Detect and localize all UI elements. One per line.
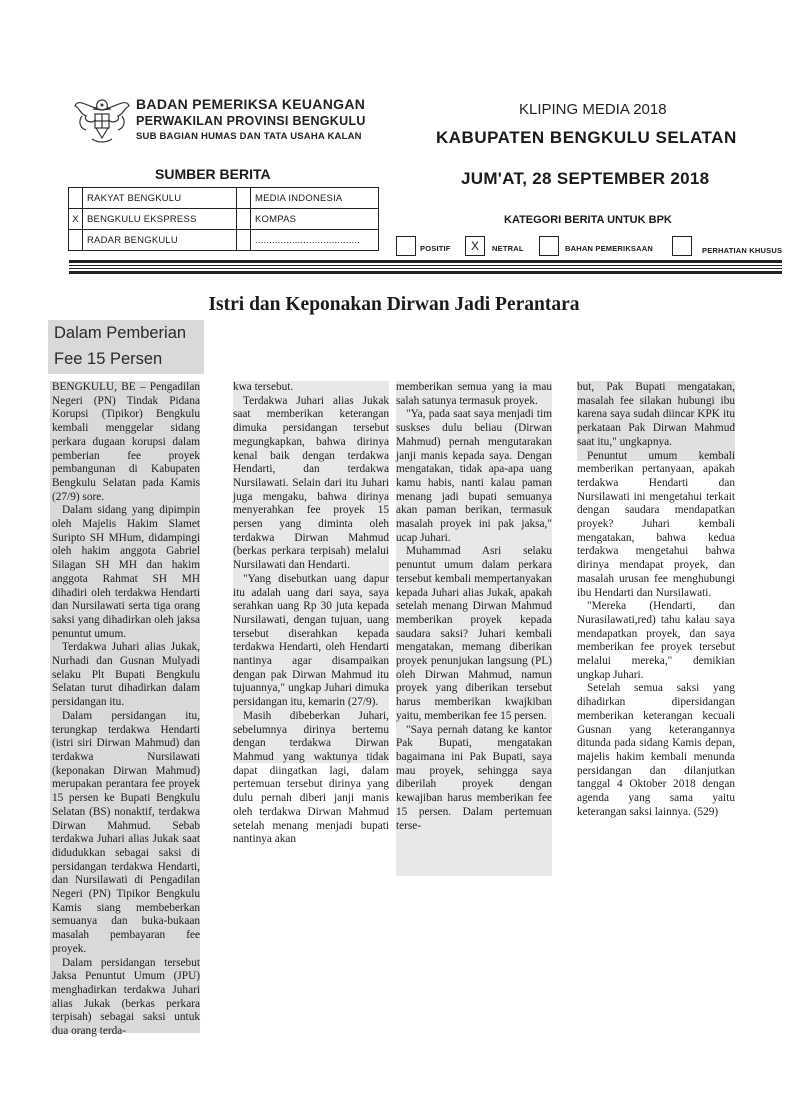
org-division: SUB BAGIAN HUMAS DAN TATA USAHA KALAN (136, 131, 362, 142)
source-mark: X (69, 209, 83, 230)
paragraph: Dalam persidangan itu, terungkap terdakwa Hendarti (istri siri Dirwan Mahmud) dan terdakwa Nursilawati (keponakan Dirwan Mahmud) merupakan perantara fee proyek 15 persen ke Bupati Bengkulu Selatan (BS) nonaktif, terdakwa Dirwan Mahmud. Sebab terdakwa Juhari alias Jukak saat didudukkan sebagai saksi di persidangan terdakwa Hendarti, dan Nursilawati di Pengadilan Negeri (PN) Tipikor Bengkulu Kamis siang membeberkan semuanya dan buka-bukaan masalah pembayaran fee proyek. (52, 709, 200, 955)
paragraph: "Mereka (Hendarti, dan Nurasilawati,red) tahu kalau saya mendapatkan proyek, dan saya memberikan fee proyek tersebut melalui mereka," demikian ungkap Juhari. (577, 600, 735, 681)
paragraph: memberikan semua yang ia mau salah satunya termasuk proyek. (396, 381, 552, 407)
article-subhead (48, 320, 204, 374)
subhead-line: Dalam Pemberian (54, 324, 187, 342)
kategori-label-positif: POSITIF (420, 244, 451, 253)
source-name: MEDIA INDONESIA (251, 188, 379, 209)
article-column-1 (50, 381, 200, 1038)
divider-rule (69, 260, 782, 263)
source-name: RAKYAT BENGKULU (83, 188, 237, 209)
source-row (69, 230, 379, 251)
subhead-line: Fee 15 Persen (54, 350, 163, 368)
kategori-checkbox-bahan (539, 236, 559, 256)
source-name: RADAR BENGKULU (83, 230, 237, 251)
paragraph: but, Pak Bupati mengatakan, masalah fee silakan hubungi ibu karena saya sudah diincar KPK itu perkataan Pak Dirwan Mahmud saat itu," ungkapnya. (577, 381, 735, 448)
paragraph: Terdakwa Juhari alias Jukak saat memberikan keterangan dimuka persidangan tersebut megungkapkan, bahwa dirinya kenal baik dengan terdakwa Hendarti, dan terdakwa Nursilawati. Selain dari itu Juhari juga mengaku, bahwa dirinya menyerahkan fee proyek 15 persen yang diminta oleh terdakwa Dirwan Mahmud (berkas perkara terpisah) melalui Nursilawati dan Hendarti. (233, 394, 389, 572)
publication-date: JUM'AT, 28 SEPTEMBER 2018 (461, 169, 710, 188)
paragraph: Masih dibeberkan Juhari, sebelumnya dirinya bertemu dengan terdakwa Dirwan Mahmud yang waktunya tidak dapat diingatkan lagi, dalam pertemuan tersebut dirinya yang dulu pernah diberi janji manis oleh terdakwa Dirwan Mahmud setelah menang menjadi bupati nantinya akan (233, 709, 389, 846)
organization-block (136, 96, 366, 142)
paragraph: "Saya pernah datang ke kantor Pak Bupati, mengatakan bagaimana ini Pak Bupati, saya mau proyek, sehingga saya diberilah proyek dengan kewajiban harus memberikan fee 15 persen. Dalam pertemuan terse- (396, 723, 552, 832)
source-name: KOMPAS (251, 209, 379, 230)
source-name: BENGKULU EKSPRESS (83, 209, 237, 230)
source-spacer (237, 188, 251, 209)
paragraph: Dalam sidang yang dipimpin oleh Majelis Hakim Slamet Suripto SH MHum, didampingi oleh hakim anggota Gabriel Silagan SH MH dan hakim anggota Rahmat SH MH dihadiri oleh terdakwa Hendarti dan Nursilawati serta tiga orang saksi yang dihadirkan oleh jaksa penuntut umum. (52, 504, 200, 640)
paragraph: "Yang disebutkan uang dapur itu adalah uang dari saya, saya serahkan uang Rp 30 juta kepada Nursilawati, dengan tujuan, uang tersebut diserahkan kepada terdakwa Hendarti, oleh Hendarti nantinya agar disampaikan dengan pak Dirwan Mahmud itu tujuannya," ungkap Juhari dimuka persidangan itu, kemarin (27/9). (233, 572, 389, 709)
source-mark (69, 230, 83, 251)
divider-rule (69, 268, 782, 269)
paragraph: Penuntut umum kembali memberikan pertanyaan, apakah terdakwa Hendarti dan Nursilawati ini mengetahui terkait dengan saudara mendapatkan proyek? Juhari kembali mengatakan, bahwa kedua terdakwa mengetahui bahwa dirinya mendapat proyek, dan masalah urusan fee menghubungi ibu Hendarti dan Nursilawati. (577, 449, 735, 599)
source-row (69, 209, 379, 230)
kategori-checkbox-perhatian (672, 236, 692, 256)
garuda-emblem-icon (72, 92, 132, 150)
source-spacer (237, 230, 251, 251)
source-row (69, 188, 379, 209)
paragraph: Dalam persidangan tersebut Jaksa Penuntut Umum (JPU) menghadirkan terdakwa Juhari alias Jukak (berkas perkara terpisah) sebagai saksi untuk dua orang terda- (52, 956, 200, 1038)
kliping-title: KLIPING MEDIA 2018 (519, 101, 667, 118)
kategori-label-bahan: BAHAN PEMERIKSAAN (565, 244, 653, 253)
article-column-4 (577, 381, 735, 820)
article-column-3 (396, 381, 552, 833)
divider-rule (69, 271, 782, 274)
sumber-berita-title: SUMBER BERITA (155, 166, 271, 182)
paragraph: kwa tersebut. (233, 381, 294, 393)
paragraph: Terdakwa Juhari alias Jukak, Nurhadi dan Gusnan Mulyadi selaku Plt Bupati Bengkulu Selatan turut dihadirkan dalam persidangan itu. (52, 641, 200, 709)
source-name: ..................................... (251, 230, 379, 251)
paragraph: BENGKULU, BE – Pengadilan Negeri (PN) Tindak Pidana Korupsi (Tipikor) Bengkulu kembali menggelar sidang perkara dugaan korupsi dalam pemberian fee proyek pembangunan di Kabupaten Bengkulu Selatan pada Kamis (27/9) sore. (52, 381, 200, 503)
paragraph: Setelah semua saksi yang dihadirkan dipersidangan memberikan keterangan kecuali Gusnan yang keterangannya ditunda pada sidang Kamis depan, majelis hakim kembali menunda persidangan dan dilanjutkan tanggal 4 Oktober 2018 dengan agenda yang sama yaitu keterangan saksi lainnya. (529) (577, 682, 735, 818)
article-column-2 (233, 381, 389, 847)
kategori-label-netral: NETRAL (492, 244, 524, 253)
article-headline: Istri dan Keponakan Dirwan Jadi Perantara (208, 294, 580, 315)
source-spacer (237, 209, 251, 230)
kategori-checkbox-positif (396, 236, 416, 256)
org-name: BADAN PEMERIKSA KEUANGAN (136, 96, 366, 112)
kategori-title: KATEGORI BERITA UNTUK BPK (504, 214, 672, 226)
source-mark (69, 188, 83, 209)
org-branch: PERWAKILAN PROVINSI BENGKULU (136, 114, 366, 128)
paragraph: "Ya, pada saat saya menjadi tim suskses dulu beliau (Dirwan Mahmud) pernah mengutarakan janji manis kepada saya. Dengan mengatakan, tidak apa-apa uang kamu habis, nanti kalau paman menang jadi bupati semuanya akan paman berikan, termasuk masalah proyek ini pak jaksa," ucap Juhari. (396, 408, 552, 544)
paragraph: Muhammad Asri selaku penuntut umum dalam perkara tersebut kembali mempertanyakan kepada Juhari alias Jukak, apakah setelah menang Dirwan Mahmud memberikan proyek kepada saudara saksi? Juhari kembali mengatakan, memang diberikan proyek penunjukan langsung (PL) oleh Dirwan Mahmud, namun proyek yang diberikan tersebut harus memberikan kwajkiban yaitu, memberikan fee 15 persen. (396, 545, 552, 722)
kabupaten-title: KABUPATEN BENGKULU SELATAN (436, 128, 737, 147)
source-table (68, 187, 379, 251)
kategori-checkbox-netral: X (465, 236, 485, 256)
kategori-label-perhatian: PERHATIAN KHUSUS (702, 246, 783, 255)
divider-rule (69, 265, 782, 266)
